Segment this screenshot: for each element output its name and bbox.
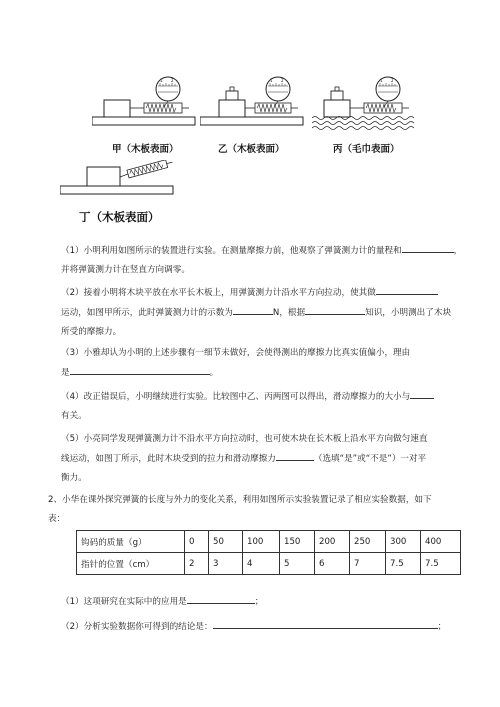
table-cell: 7.5 <box>421 553 461 575</box>
figure-jia <box>92 76 197 138</box>
q1-part5: （5）小亮同学发现弹簧测力计不沿水平方向拉动时，也可使木块在长木板上沿水平方向做匀速直 线运动，如图丁所示，此时木块受到的拉力和滑动摩擦力 （选填“是”或“不是”）一对平 衡力。 <box>61 434 428 483</box>
answer-blank[interactable] <box>213 617 438 629</box>
answer-blank[interactable] <box>187 592 255 604</box>
caption-ding: 丁（木板表面） <box>79 210 160 224</box>
table-cell: 3 <box>209 553 243 575</box>
caption-jia: 甲（木板表面） <box>112 144 179 155</box>
caption-yi: 乙（木板表面） <box>218 144 285 155</box>
svg-text:2: 2 <box>281 78 284 83</box>
table-cell: 7 <box>350 553 386 575</box>
answer-blank[interactable] <box>410 387 434 399</box>
table-cell: 0 <box>185 531 209 553</box>
table-cell: 250 <box>350 531 386 553</box>
answer-blank[interactable] <box>70 363 210 375</box>
table-cell: 7.5 <box>386 553 421 575</box>
data-table <box>76 530 461 575</box>
answer-blank[interactable] <box>376 283 438 295</box>
svg-text:2: 2 <box>391 78 394 83</box>
answer-blank[interactable] <box>305 303 365 315</box>
answer-blank[interactable] <box>233 303 273 315</box>
table-cell: 6 <box>315 553 350 575</box>
caption-bing: 丙（毛巾表面） <box>333 144 400 155</box>
table-cell: 200 <box>315 531 350 553</box>
figure-yi <box>200 76 305 138</box>
table-cell: 2 <box>185 553 209 575</box>
table-cell: 4 <box>243 553 280 575</box>
q2-sub2: （2）分析实验数据你可得到的结论是： ； <box>61 617 471 637</box>
table-cell: 150 <box>280 531 315 553</box>
table-row <box>77 553 461 575</box>
row-header-mass: 钩码的质量（g） <box>77 531 185 553</box>
table-row <box>77 531 461 553</box>
q1-part4: （4）改正错误后，小明继续进行实验。比较图中乙、丙两图可以得出，滑动摩擦力的大小与 有关。 <box>61 387 471 426</box>
q1-part2: （2）接着小明将木块平放在水平长木板上，用弹簧测力计沿水平方向拉动，使其做 运动，如图甲所示，此时弹簧测力计的示数为 N，根据 知识，小明测出了木块 所受的摩擦力。 <box>61 283 471 342</box>
q1-part1-line2: 并将弹簧测力计在竖直方向调零。 <box>61 265 190 275</box>
answer-blank[interactable] <box>402 241 454 253</box>
svg-text:1: 1 <box>270 78 273 83</box>
q1-part3: （3）小雅却认为小明的上述步骤有一细节未做好，会使得测出的摩擦力比真实值偏小，理由 是 。 <box>61 348 411 378</box>
q2-intro: 2、小华在课外探究弹簧的长度与外力的变化关系，利用如图所示实验装置记录了相应实验数据，如下 表： <box>48 495 432 524</box>
svg-text:1: 1 <box>160 78 163 83</box>
q2-sub1: （1）这项研究在实际中的应用是 ； <box>61 592 471 612</box>
svg-text:2: 2 <box>171 78 174 83</box>
row-header-position: 指针的位置（cm） <box>77 553 185 575</box>
answer-blank[interactable] <box>276 449 314 461</box>
figure-bing <box>312 76 422 138</box>
table-cell: 50 <box>209 531 243 553</box>
figure-ding <box>60 160 180 198</box>
table-cell: 100 <box>243 531 280 553</box>
svg-text:1: 1 <box>380 78 383 83</box>
table-cell: 300 <box>386 531 421 553</box>
q1-part1: （1）小明利用如图所示的装置进行实验。在测量摩擦力前，他观察了弹簧测力计的量程和 ， 并将弹簧测力计在竖直方向调零。 <box>61 241 471 280</box>
table-cell: 400 <box>421 531 461 553</box>
table-cell: 5 <box>280 553 315 575</box>
